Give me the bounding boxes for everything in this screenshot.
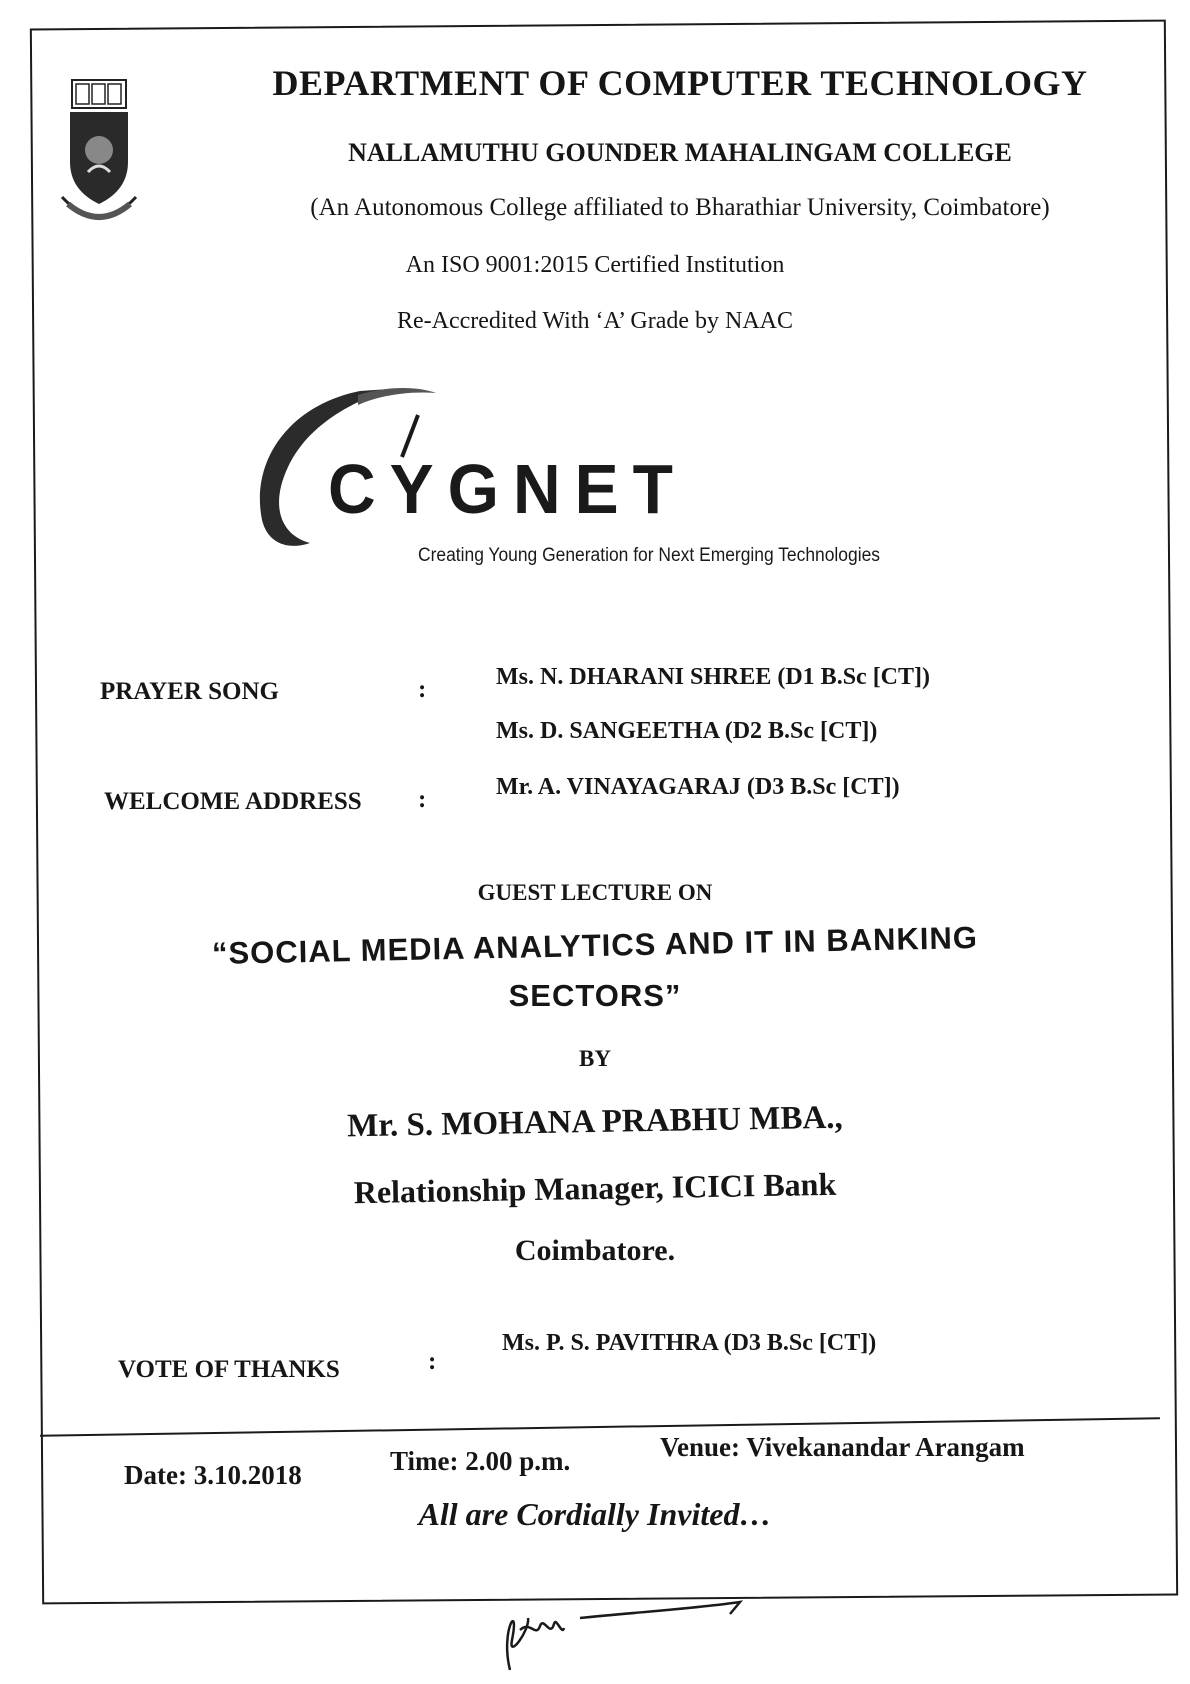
- lecture-title-line-2: SECTORS”: [508, 978, 682, 1013]
- guest-lecture-intro: GUEST LECTURE ON: [477, 880, 713, 905]
- cygnet-logo: [250, 385, 930, 575]
- welcome-address-colon: :: [418, 786, 427, 813]
- prayer-song-performer-2: Ms. D. SANGEETHA (D2 B.Sc [CT]): [496, 718, 878, 744]
- vote-of-thanks-label: VOTE OF THANKS: [118, 1356, 340, 1383]
- welcome-address-label: WELCOME ADDRESS: [104, 788, 362, 815]
- affiliation-text: (An Autonomous College affiliated to Bharathiar University, Coimbatore): [310, 194, 1050, 221]
- college-name: NALLAMUTHU GOUNDER MAHALINGAM COLLEGE: [348, 138, 1012, 167]
- event-time: Time: 2.00 p.m.: [390, 1446, 571, 1476]
- welcome-address-speaker: Mr. A. VINAYAGARAJ (D3 B.Sc [CT]): [496, 774, 900, 800]
- by-label: BY: [579, 1046, 611, 1071]
- department-title: DEPARTMENT OF COMPUTER TECHNOLOGY: [272, 63, 1088, 103]
- iso-certification: An ISO 9001:2015 Certified Institution: [405, 252, 785, 278]
- speaker-role: Relationship Manager, ICICI Bank: [353, 1165, 837, 1211]
- invitation-text: All are Cordially Invited…: [418, 1496, 772, 1532]
- cygnet-tagline: Creating Young Generation for Next Emerging Technologies: [418, 545, 880, 566]
- naac-accreditation: Re-Accredited With ‘A’ Grade by NAAC: [396, 308, 794, 334]
- prayer-song-label: PRAYER SONG: [100, 678, 279, 705]
- prayer-song-colon: :: [418, 676, 427, 703]
- signature-icon: [490, 1590, 750, 1680]
- vote-of-thanks-colon: :: [428, 1348, 437, 1375]
- cygnet-wordmark: CYGNET: [328, 451, 687, 529]
- prayer-song-performer-1: Ms. N. DHARANI SHREE (D1 B.Sc [CT]): [496, 664, 931, 690]
- vote-of-thanks-speaker: Ms. P. S. PAVITHRA (D3 B.Sc [CT]): [502, 1330, 877, 1356]
- speaker-location: Coimbatore.: [514, 1234, 676, 1267]
- event-venue: Venue: Vivekanandar Arangam: [660, 1432, 1025, 1462]
- event-date: Date: 3.10.2018: [124, 1460, 302, 1490]
- lecture-title-line-1: “SOCIAL MEDIA ANALYTICS AND IT IN BANKING: [211, 919, 979, 972]
- college-crest-icon: [58, 72, 140, 242]
- speaker-name: Mr. S. MOHANA PRABHU MBA.,: [346, 1099, 844, 1145]
